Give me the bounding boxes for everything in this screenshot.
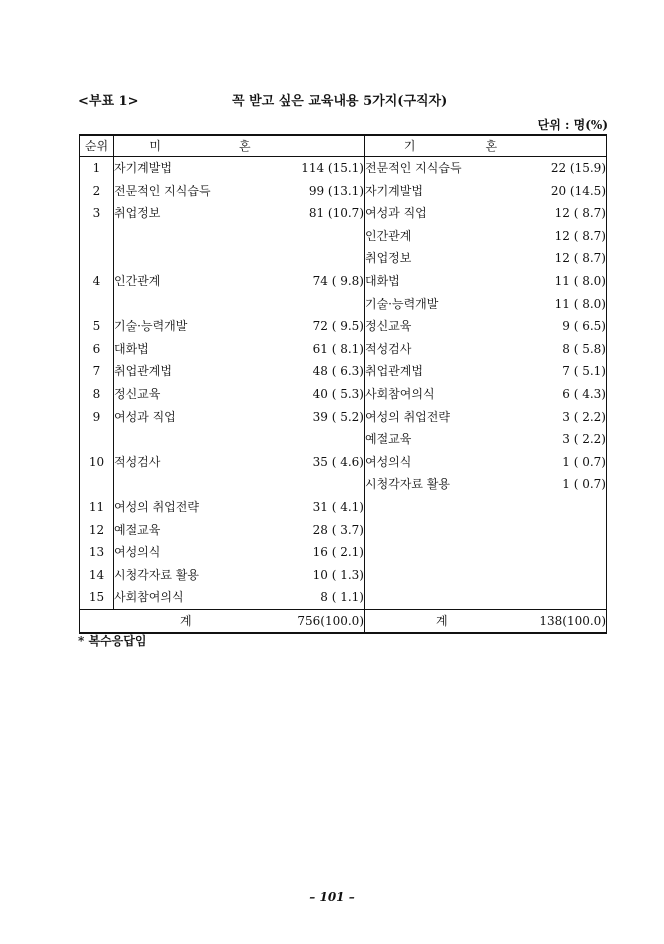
rank-cell: 1 — [80, 157, 114, 180]
married-item — [365, 564, 519, 587]
married-value — [519, 496, 607, 519]
unmarried-item — [114, 473, 264, 496]
married-value: 9 ( 6.5) — [562, 319, 606, 334]
table-row — [80, 564, 607, 587]
married-value: 12 ( 8.7) — [554, 206, 606, 221]
footnote: * 복수응답임 — [78, 634, 147, 648]
rank-cell: 14 — [80, 564, 114, 587]
unmarried-item: 여성의식 — [114, 545, 161, 560]
rank-cell: 2 — [80, 180, 114, 203]
rank-cell — [80, 225, 114, 248]
table-row — [80, 270, 607, 293]
unmarried-value: 74 ( 9.8) — [264, 270, 365, 293]
married-item: 취업관계법 — [365, 364, 423, 379]
rank-cell — [80, 293, 114, 316]
unmarried-item: 취업관계법 — [114, 364, 172, 379]
married-item — [365, 519, 519, 542]
table-row — [80, 293, 607, 316]
unmarried-item: 예절교육 — [114, 522, 161, 537]
unmarried-item: 전문적인 지식습득 — [114, 183, 211, 198]
unmarried-item: 적성검사 — [114, 454, 161, 469]
table-row — [80, 406, 607, 429]
table-row — [80, 315, 607, 338]
unmarried-value — [264, 225, 365, 248]
rank-cell: 13 — [80, 541, 114, 564]
married-item: 취업정보 — [365, 251, 412, 266]
married-item — [365, 541, 519, 564]
married-item: 사회참여의식 — [365, 386, 435, 401]
married-item: 대화법 — [365, 273, 400, 288]
rank-column-header: 순위 — [80, 135, 114, 157]
married-item: 전문적인 지식습득 — [365, 161, 462, 175]
table-row — [80, 180, 607, 203]
table-title: 꼭 받고 싶은 교육내용 5가지(구직자) — [232, 94, 448, 109]
unmarried-value — [264, 428, 365, 451]
header-row — [80, 135, 607, 157]
unmarried-value: 16 ( 2.1) — [264, 541, 365, 564]
married-item: 시청각자료 활용 — [365, 477, 450, 492]
unmarried-value: 35 ( 4.6) — [264, 451, 365, 474]
table-row — [80, 360, 607, 383]
married-value: 12 ( 8.7) — [554, 251, 606, 266]
table-row — [80, 586, 607, 609]
rank-cell — [80, 247, 114, 270]
married-value — [519, 564, 607, 587]
table-row — [80, 157, 607, 180]
unmarried-value: 10 ( 1.3) — [264, 564, 365, 587]
married-value: 20 (14.5) — [550, 183, 606, 198]
unmarried-value: 31 ( 4.1) — [264, 496, 365, 519]
married-item: 적성검사 — [365, 341, 412, 356]
unmarried-value — [264, 473, 365, 496]
total-row — [80, 609, 607, 633]
unmarried-value: 99 (13.1) — [264, 180, 365, 203]
unmarried-item: 인간관계 — [114, 273, 161, 288]
rank-cell: 7 — [80, 360, 114, 383]
table-row — [80, 202, 607, 225]
unmarried-value — [264, 293, 365, 316]
unmarried-item: 시청각자료 활용 — [114, 567, 199, 582]
married-value — [519, 586, 607, 609]
married-value: 22 (15.9) — [550, 161, 606, 175]
total-unmarried: 756(100.0) — [264, 609, 365, 633]
married-value: 1 ( 0.7) — [562, 477, 606, 492]
page-number: – 101 – — [309, 890, 355, 904]
unmarried-item: 정신교육 — [114, 386, 161, 401]
married-value: 1 ( 0.7) — [562, 454, 606, 469]
rank-cell: 8 — [80, 383, 114, 406]
married-value: 3 ( 2.2) — [562, 432, 606, 447]
unmarried-value: 8 ( 1.1) — [264, 586, 365, 609]
unmarried-value: 39 ( 5.2) — [264, 406, 365, 429]
married-item: 여성의식 — [365, 454, 412, 469]
unmarried-item — [114, 293, 264, 316]
unmarried-value: 28 ( 3.7) — [264, 519, 365, 542]
table-row — [80, 225, 607, 248]
married-value: 6 ( 4.3) — [562, 386, 606, 401]
married-item: 인간관계 — [365, 228, 412, 243]
unmarried-value: 72 ( 9.5) — [264, 315, 365, 338]
married-item: 예절교육 — [365, 432, 412, 447]
married-item — [365, 496, 519, 519]
married-value: 7 ( 5.1) — [562, 364, 606, 379]
rank-cell: 15 — [80, 586, 114, 609]
married-item: 정신교육 — [365, 319, 412, 334]
rank-cell: 5 — [80, 315, 114, 338]
unmarried-item: 사회참여의식 — [114, 590, 184, 605]
unmarried-value: 114 (15.1) — [264, 157, 365, 180]
unmarried-item: 대화법 — [114, 341, 149, 356]
married-item: 여성의 취업전략 — [365, 409, 450, 424]
unmarried-value: 61 ( 8.1) — [264, 338, 365, 361]
total-married: 138(100.0) — [519, 609, 607, 633]
married-item: 여성과 직업 — [365, 206, 427, 221]
unmarried-item — [114, 428, 264, 451]
married-item — [365, 586, 519, 609]
married-value: 11 ( 8.0) — [554, 273, 606, 288]
unmarried-column-header: 미혼 — [114, 135, 365, 157]
total-label-unmarried: 계 — [80, 609, 264, 633]
married-value — [519, 541, 607, 564]
total-label-married: 계 — [365, 609, 519, 633]
rank-cell: 11 — [80, 496, 114, 519]
rank-cell: 4 — [80, 270, 114, 293]
rank-cell — [80, 428, 114, 451]
unmarried-value: 40 ( 5.3) — [264, 383, 365, 406]
unmarried-value — [264, 247, 365, 270]
married-value: 8 ( 5.8) — [562, 341, 606, 356]
rank-cell: 12 — [80, 519, 114, 542]
unmarried-item: 취업정보 — [114, 206, 161, 221]
married-value: 12 ( 8.7) — [554, 228, 606, 243]
married-value: 3 ( 2.2) — [562, 409, 606, 424]
unmarried-value: 48 ( 6.3) — [264, 360, 365, 383]
unmarried-item: 자기계발법 — [114, 161, 172, 175]
table-row — [80, 338, 607, 361]
unmarried-item — [114, 225, 264, 248]
table-row — [80, 473, 607, 496]
married-item: 자기계발법 — [365, 183, 423, 198]
unmarried-item: 기술·능력개발 — [114, 319, 188, 334]
table-body — [80, 157, 607, 610]
table-row — [80, 383, 607, 406]
unmarried-item — [114, 247, 264, 270]
table-row — [80, 496, 607, 519]
rank-cell — [80, 473, 114, 496]
unmarried-item: 여성과 직업 — [114, 409, 176, 424]
rank-cell: 3 — [80, 202, 114, 225]
table-row — [80, 519, 607, 542]
table-row — [80, 451, 607, 474]
table-label: <부표 1> — [78, 94, 139, 109]
rank-cell: 9 — [80, 406, 114, 429]
married-value — [519, 519, 607, 542]
table-row — [80, 428, 607, 451]
married-column-header: 기혼 — [365, 135, 607, 157]
unmarried-item: 여성의 취업전략 — [114, 499, 199, 514]
rank-cell: 10 — [80, 451, 114, 474]
table-row — [80, 247, 607, 270]
table-row — [80, 541, 607, 564]
married-item: 기술·능력개발 — [365, 296, 439, 311]
married-value: 11 ( 8.0) — [554, 296, 606, 311]
rank-cell: 6 — [80, 338, 114, 361]
education-content-table — [79, 134, 607, 634]
unmarried-value: 81 (10.7) — [264, 202, 365, 225]
unit-label: 단위 : 명(%) — [537, 118, 608, 132]
